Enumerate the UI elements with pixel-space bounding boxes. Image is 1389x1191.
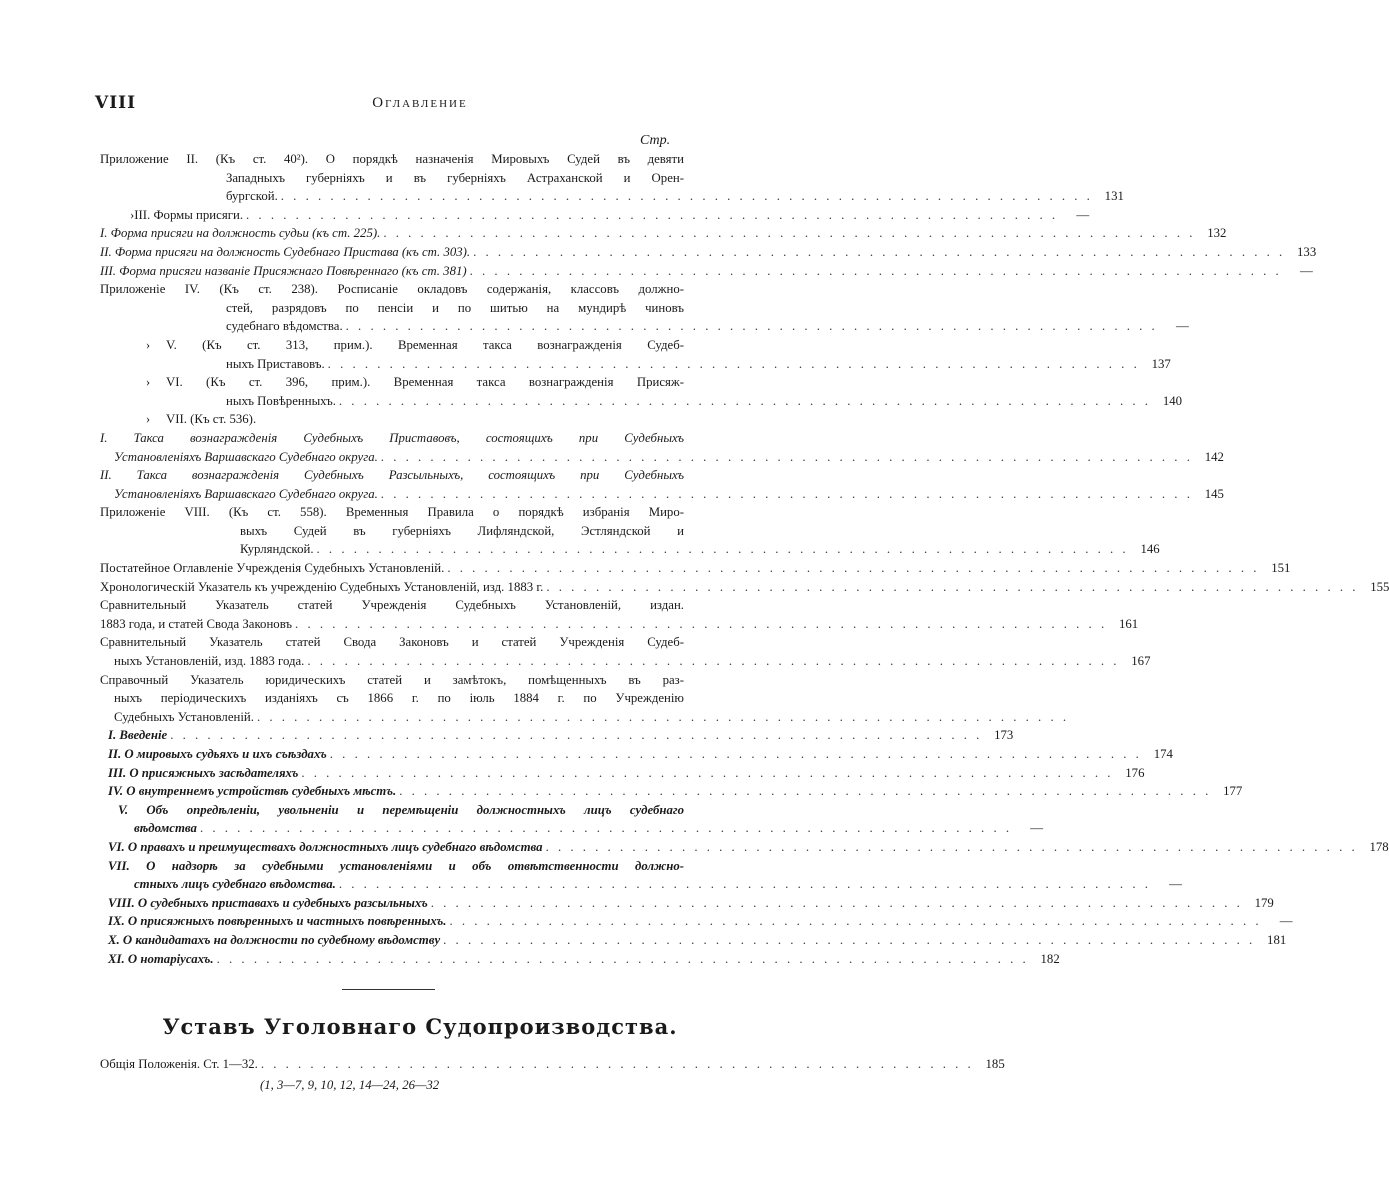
toc-entry-page: —	[1175, 319, 1189, 334]
ditto-mark: ›	[145, 375, 151, 390]
toc-entry-page: 145	[1204, 486, 1224, 501]
toc-entry-text: Установленіяхъ Варшавскаго Судебнаго округа.	[114, 486, 378, 501]
toc-entry-page: 178	[1369, 839, 1389, 854]
toc-entry-page: 176	[1125, 765, 1145, 780]
leader-dots: . . . . . . . . . . . . . . . . . . . . . . . . . . . . . . . . . . . . . . . . . . . . . . . . . . . . . . . . . . . . . . . . . .	[338, 877, 1151, 892]
toc-entry-page: 142	[1204, 449, 1224, 464]
toc-line	[100, 857, 684, 876]
toc-line	[100, 429, 684, 448]
toc-entry-s10	[100, 931, 1287, 950]
toc-entry-text: Справочный Указатель юридическихъ статей и замѣтокъ, помѣщенныхъ въ раз-	[100, 672, 684, 687]
toc-line	[100, 448, 1224, 467]
page-title: Оглавление	[372, 95, 468, 111]
toc-entry-text: II. Форма присяги на должность Судебнаго Пристава (къ ст. 303).	[100, 244, 471, 259]
toc-entry-s4	[100, 782, 1243, 801]
leader-dots: . . . . . . . . . . . . . . . . . . . . . . . . . . . . . . . . . . . . . . . . . . . . . . . . . . . . . . . . . . . . . . . . . .	[216, 951, 1029, 966]
toc-line	[100, 875, 1182, 894]
toc-entry-text: стей, разрядовъ по пенсіи и по шитью на мундирѣ чиновъ	[226, 300, 684, 315]
toc-line	[100, 373, 684, 392]
toc-entry-t2	[100, 466, 1224, 503]
table-of-contents	[100, 150, 1389, 968]
toc-entry-app6	[100, 373, 1183, 410]
toc-entry-text: 1883 года, и статей Свода Законовъ	[100, 616, 293, 631]
leader-dots: . . . . . . . . . . . . . . . . . . . . . . . . . . . . . . . . . . . . . . . . . . . . . . . . . . . . . . . . . . . . . . . . . .	[443, 932, 1256, 947]
toc-entry-page: 179	[1254, 895, 1274, 910]
toc-entry-text: ныхъ Приставовъ.	[226, 356, 325, 371]
leader-dots: . . . . . . . . . . . . . . . . . . . . . . . . . . . . . . . . . . . . . . . . . . . . . . . . . . . . . . . . . . . . . . . . . .	[327, 356, 1140, 371]
toc-line	[100, 950, 1060, 969]
toc-entry-text: I. Форма присяги на должность судьи (къ ст. 225).	[100, 226, 381, 241]
toc-entry-page: 167	[1131, 654, 1151, 669]
toc-entry-text: I. Такса вознагражденія Судебныхъ Приставовъ, состоящихъ при Судебныхъ	[100, 430, 684, 445]
toc-line	[100, 838, 1389, 857]
toc-entry-text: VI. (Къ ст. 396, прим.). Временная такса вознагражденія Присяж-	[166, 375, 684, 390]
toc-entry-text: III. Формы присяги.	[134, 207, 244, 222]
leader-dots: . . . . . . . . . . . . . . . . . . . . . . . . . . . . . . . . . . . . . . . . . . . . . . . . . . . . . . . . . . . . . . . . . .	[399, 784, 1212, 799]
toc-entry-text: VIII. О судебныхъ приставахъ и судебныхъ разсыльныхъ	[108, 895, 428, 910]
page-column-head: Стр.	[640, 133, 671, 148]
toc-line	[100, 726, 1014, 745]
toc-entry-text: стныхъ лицъ судебнаго вѣдомства.	[134, 877, 336, 892]
toc-line	[100, 801, 684, 820]
toc-entry-s1	[100, 726, 1014, 745]
leader-dots: . . . . . . . . . . . . . . . . . . . . . . . . . . . . . . . . . . . . . . . . . . . . . . . . . . . . . . . . . . . . . . . . . .	[338, 393, 1152, 408]
toc-line	[100, 764, 1145, 783]
toc-entry-text: VII. О надзорѣ за судебными установленіями и объ отвѣтственности должно-	[108, 858, 684, 873]
leader-dots: . . . . . . . . . . . . . . . . . . . . . . . . . . . . . . . . . . . . . . . . . . . . . . . . . . . . . . . . . . . . . . . . . .	[380, 449, 1193, 464]
toc-entry-s2	[100, 745, 1173, 764]
toc-line	[100, 782, 1243, 801]
toc-line	[100, 894, 1274, 913]
article-list: (1, 3—7, 9, 10, 12, 14—24, 26—32	[260, 1077, 440, 1092]
toc-entry-idx4	[100, 633, 1151, 670]
toc-entry-page: 151	[1271, 561, 1291, 576]
toc-line	[100, 224, 1227, 243]
toc-entry-text: ныхъ періодическихъ изданіяхъ съ 1866 г. по іюль 1884 г. по Учрежденію	[114, 691, 684, 706]
toc-entry-text: XI. О нотаріусахъ.	[108, 951, 214, 966]
toc-entry-s9	[100, 912, 1293, 931]
leader-dots: . . . . . . . . . . . . . . . . . . . . . . . . . . . . . . . . . . . . . . . . . . . . . . . . . . . . . . . . . . . . . . . . . .	[246, 207, 1059, 222]
toc-entry-page: 132	[1207, 226, 1227, 241]
toc-line	[100, 410, 684, 429]
toc-entry-text: III. О присяжныхъ засѣдателяхъ	[108, 765, 299, 780]
leader-dots: . . . . . . . . . . . . . . . . . . . . . . . . . . . . . . . . . . . . . . . . . . . . . . . . . . . . . . . . . . . . . . . . . .	[449, 914, 1262, 929]
section-contents	[100, 1057, 1005, 1094]
toc-entry-page: 133	[1297, 244, 1317, 259]
toc-entry-page: —	[1076, 207, 1090, 222]
toc-entry-text: Приложение II. (Къ ст. 40²). О порядкѣ назначенія Мировыхъ Судей въ девяти	[100, 152, 684, 166]
leader-dots: . . . . . . . . . . . . . . . . . . . . . . . . . . . . . . . . . . . . . . . . . . . . . . . . . . . . . . . . . . . . . . . . . .	[545, 839, 1358, 854]
toc-entry-page: —	[1030, 821, 1044, 836]
toc-line	[100, 522, 684, 541]
toc-entry-idx3	[100, 596, 1139, 633]
toc-entry-text: IV. О внутреннемъ устройствѣ судебныхъ мѣстъ.	[108, 784, 397, 799]
toc-line	[100, 708, 1070, 727]
toc-entry-app4	[100, 280, 1189, 336]
toc-line	[100, 559, 1291, 578]
leader-dots: . . . . . . . . . . . . . . . . . . . . . . . . . . . . . . . . . . . . . . . . . . . . . . . . . . . . . . . . . . . . . . . . . .	[170, 728, 983, 743]
section-divider	[342, 989, 435, 990]
toc-entry-text: Западныхъ губерніяхъ и въ губерніяхъ Астраханской и Орен-	[226, 170, 684, 185]
toc-entry-page: 173	[994, 728, 1014, 743]
toc-entry-text: Сравнительный Указатель статей Свода Законовъ и статей Учрежденія Судеб-	[100, 635, 684, 650]
toc-entry-text: VII. (Къ ст. 536).	[166, 412, 257, 427]
toc-line	[100, 633, 684, 652]
toc-line	[100, 931, 1287, 950]
toc-entry-text: Курляндской.	[240, 542, 314, 557]
toc-entry-text: Хронологическій Указатель къ учрежденію Судебныхъ Установленій, изд. 1883 г.	[100, 579, 544, 594]
leader-dots: . . . . . . . . . . . . . . . . . . . . . . . . . . . . . . . . . . . . . . . . . . . . . . . . . . . . . . . . . . . . . . . . . .	[301, 765, 1114, 780]
toc-entry-page: —	[1299, 263, 1313, 278]
page-number: VIII	[95, 93, 137, 113]
toc-entry-text: Общія Положенія. Ст. 1—32.	[100, 1057, 258, 1071]
toc-entry-t1	[100, 429, 1224, 466]
toc-line	[100, 243, 1317, 262]
leader-dots: . . . . . . . . . . . . . . . . . . . . . . . . . . . . . . . . . . . . . . . . . . . . . . . . . . . . . . . . . . . . . . . . . .	[345, 319, 1158, 334]
toc-entry-page: —	[1279, 914, 1293, 929]
toc-line	[100, 671, 684, 690]
toc-entry-page: 181	[1267, 932, 1287, 947]
toc-entry-s6	[100, 838, 1389, 857]
toc-entry-text: Приложеніе VIII. (Къ ст. 558). Временныя Правила о порядкѣ избранія Миро-	[100, 505, 684, 520]
toc-entry-page: 155	[1370, 579, 1389, 594]
toc-entry-page: 182	[1040, 951, 1060, 966]
toc-entry-page: 177	[1223, 784, 1243, 799]
toc-entry-s7	[100, 857, 1182, 894]
toc-entry-text: Приложеніе IV. (Къ ст. 238). Росписаніе окладовъ содержанія, классовъ должно-	[100, 282, 684, 297]
toc-line	[100, 187, 1124, 206]
leader-dots: . . . . . . . . . . . . . . . . . . . . . . . . . . . . . . . . . . . . . . . . . . . . . . . . . . . . . . . . . . . . . . . . . .	[280, 189, 1093, 204]
leader-dots: . . . . . . . . . . . . . . . . . . . . . . . . . . . . . . . . . . . . . . . . . . . . . . . . . . . . . . . . . . . . . . . . . .	[473, 244, 1286, 259]
toc-entry-text: Сравнительный Указатель статей Учрежденія Судебныхъ Установленій, издан.	[100, 598, 684, 613]
toc-entry-idx1	[100, 559, 1291, 578]
toc-entry-app7	[100, 410, 684, 429]
toc-line	[100, 819, 1044, 838]
toc-line	[100, 169, 684, 188]
toc-entry-page: 174	[1153, 747, 1173, 761]
toc-entry-text: V. (Къ ст. 313, прим.). Временная такса вознагражденія Судеб-	[166, 337, 684, 352]
ditto-mark: ›	[145, 412, 151, 427]
toc-line	[100, 912, 1293, 931]
toc-entry-general	[100, 1057, 1005, 1076]
leader-dots: . . . . . . . . . . . . . . . . . . . . . . . . . . . . . . . . . . . . . . . . . . . . . . . . . . . . . . . . . . . . . . . . . .	[295, 616, 1108, 631]
toc-line	[100, 652, 1151, 671]
toc-entry-text: Постатейное Оглавленіе Учрежденія Судебныхъ Установленій.	[100, 561, 445, 576]
toc-entry-idx5	[100, 671, 1070, 727]
toc-entry-idx2	[100, 578, 1389, 597]
leader-dots: . . . . . . . . . . . . . . . . . . . . . . . . . . . . . . . . . . . . . . . . . . . . . . . . . . . . . . . . . .	[260, 1057, 974, 1071]
toc-entry-text: VI. О правахъ и преимуществахъ должностныхъ лицъ судебнаго вѣдомства	[108, 839, 543, 854]
ditto-mark: ›	[145, 337, 151, 352]
toc-entry-s8	[100, 894, 1274, 913]
leader-dots: . . . . . . . . . . . . . . . . . . . . . . . . . . . . . . . . . . . . . . . . . . . . . . . . . . . . . . . . . . . . . . . . . .	[447, 561, 1260, 576]
toc-entry-text: вѣдомства	[134, 821, 197, 836]
toc-entry-page: 185	[985, 1057, 1005, 1071]
toc-line	[100, 466, 684, 485]
toc-entry-text: выхъ Судей въ губерніяхъ Лифляндской, Эстляндской и	[240, 523, 684, 538]
toc-line	[100, 355, 1171, 374]
toc-entry-app3	[100, 206, 1090, 225]
toc-line	[100, 280, 684, 299]
toc-line	[100, 503, 684, 522]
toc-line	[100, 262, 1313, 281]
toc-line	[100, 299, 684, 318]
leader-dots: . . . . . . . . . . . . . . . . . . . . . . . . . . . . . . . . . . . . . . . . . . . . . . . . . . . . . . . . . . . . . . . . . .	[430, 895, 1243, 910]
section-title: Уставъ Уголовнаго Судопроизводства.	[162, 1014, 678, 1039]
toc-entry-f2	[100, 243, 1317, 262]
toc-line	[100, 336, 684, 355]
leader-dots: . . . . . . . . . . . . . . . . . . . . . . . . . . . . . . . . . . . . . . . . . . . . . . . . . . . . . . . . . . . . . . . . . .	[329, 747, 1142, 761]
toc-line	[100, 615, 1139, 634]
toc-line	[100, 540, 1160, 559]
toc-entry-text: III. Форма присяги названіе Присяжнаго Повѣреннаго (къ ст. 381)	[100, 263, 467, 278]
leader-dots: . . . . . . . . . . . . . . . . . . . . . . . . . . . . . . . . . . . . . . . . . . . . . . . . . . . . . . . . . . . . . . . . . .	[469, 263, 1282, 278]
toc-entry-text: ныхъ Установленій, изд. 1883 года.	[114, 654, 305, 669]
toc-entry-text: II. О мировыхъ судьяхъ и ихъ съѣздахъ	[108, 747, 327, 761]
toc-entry-page: —	[1169, 877, 1182, 892]
leader-dots: . . . . . . . . . . . . . . . . . . . . . . . . . . . . . . . . . . . . . . . . . . . . . . . . . . . . . . . . . . . . . . . . . .	[546, 579, 1359, 594]
toc-entry-s3	[100, 764, 1145, 783]
leader-dots: . . . . . . . . . . . . . . . . . . . . . . . . . . . . . . . . . . . . . . . . . . . . . . . . . . . . . . . . . . . . . . . . . .	[316, 542, 1129, 557]
toc-entry-app2	[100, 150, 1124, 206]
toc-line	[100, 206, 1090, 225]
leader-dots: . . . . . . . . . . . . . . . . . . . . . . . . . . . . . . . . . . . . . . . . . . . . . . . . . . . . . . . . . . . . . . . . . .	[199, 821, 1013, 836]
toc-entry-page: 140	[1162, 393, 1183, 408]
ditto-mark: ›	[130, 207, 135, 222]
toc-entry-page: 146	[1140, 542, 1160, 557]
toc-entry-text: Установленіяхъ Варшавскаго Судебнаго округа.	[114, 449, 378, 464]
toc-entry-s11	[100, 950, 1060, 969]
toc-line	[100, 317, 1189, 336]
toc-entry-f1	[100, 224, 1227, 243]
toc-line	[100, 485, 1224, 504]
toc-entry-text: I. Введеніе	[108, 728, 168, 743]
toc-line	[100, 150, 684, 169]
toc-entry-f3	[100, 262, 1313, 281]
toc-line	[100, 578, 1389, 597]
toc-entry-text: X. О кандидатахъ на должности по судебному вѣдомству	[108, 932, 441, 947]
toc-entry-s5	[100, 801, 1044, 838]
toc-entry-page: 161	[1118, 616, 1139, 631]
toc-line	[100, 745, 1173, 764]
toc-entry-page: 131	[1104, 189, 1124, 204]
toc-entry-app5	[100, 336, 1171, 373]
leader-dots: . . . . . . . . . . . . . . . . . . . . . . . . . . . . . . . . . . . . . . . . . . . . . . . . . . . . . . . . . . . . . . . . . .	[380, 486, 1193, 501]
toc-entry-text: V. Объ опредѣленіи, увольненіи и перемѣщеніи должностныхъ лицъ судебнаго	[118, 802, 684, 817]
toc-line	[100, 689, 684, 708]
toc-entry-text: II. Такса вознагражденія Судебныхъ Разсыльныхъ, состоящихъ при Судебныхъ	[100, 468, 684, 483]
toc-entry-page: 137	[1151, 356, 1171, 371]
toc-entry-text: ныхъ Повѣренныхъ.	[226, 393, 336, 408]
toc-line	[100, 596, 684, 615]
toc-entry-text: Судебныхъ Установленій.	[114, 709, 254, 724]
toc-entry-text: IX. О присяжныхъ повѣренныхъ и частныхъ повѣренныхъ.	[108, 914, 447, 929]
toc-entry-text: бургской.	[226, 189, 278, 204]
leader-dots: . . . . . . . . . . . . . . . . . . . . . . . . . . . . . . . . . . . . . . . . . . . . . . . . . . . . . . . . . . . . . . . . . .	[383, 226, 1196, 241]
leader-dots: . . . . . . . . . . . . . . . . . . . . . . . . . . . . . . . . . . . . . . . . . . . . . . . . . . . . . . . . . . . . . . . . . .	[256, 709, 1070, 724]
leader-dots: . . . . . . . . . . . . . . . . . . . . . . . . . . . . . . . . . . . . . . . . . . . . . . . . . . . . . . . . . . . . . . . . . .	[307, 654, 1120, 669]
toc-entry-app8	[100, 503, 1160, 559]
toc-entry-text: судебнаго вѣдомства.	[226, 319, 343, 334]
toc-line	[100, 392, 1183, 411]
